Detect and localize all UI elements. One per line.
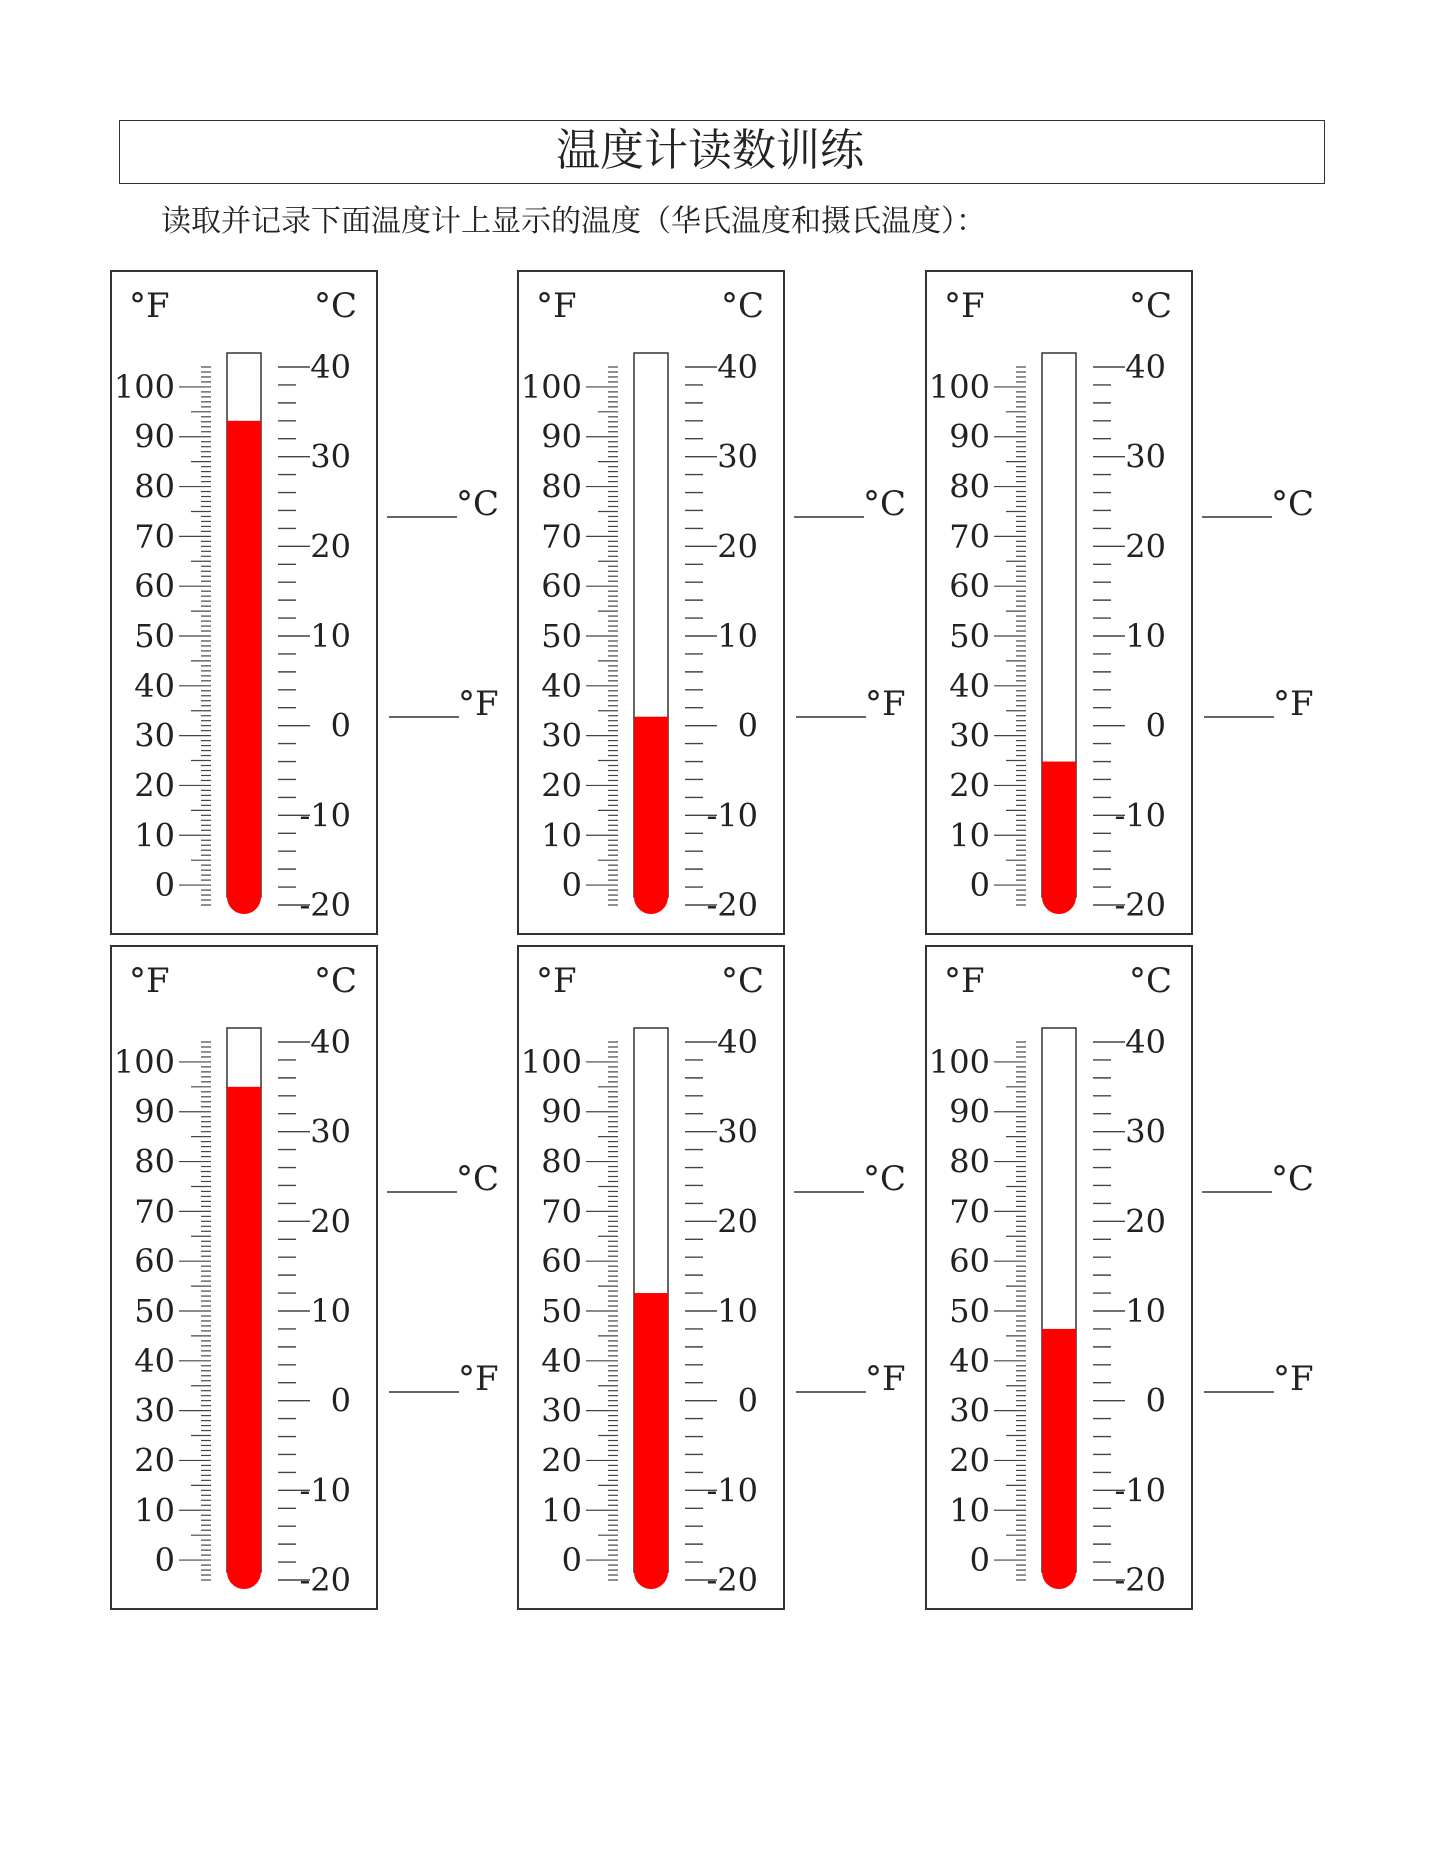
fahrenheit-answer-unit: °F [1273,684,1314,724]
celsius-unit-label: °C [721,286,765,326]
celsius-tick-label: 20 [717,1202,758,1241]
mercury-column [227,421,261,897]
fahrenheit-tick-label: 70 [134,517,175,556]
fahrenheit-tick-label: 30 [541,716,582,755]
fahrenheit-tick-label: 40 [949,1341,990,1380]
celsius-tick-label: -20 [1114,1561,1166,1599]
celsius-answer-unit: °C [863,1159,907,1199]
fahrenheit-tick-label: 70 [134,1192,175,1231]
celsius-tick-label: 30 [717,1112,758,1151]
celsius-answer-unit: °C [863,484,907,524]
celsius-tick-label: 10 [1125,617,1166,655]
celsius-answer-unit: °C [1271,484,1315,524]
fahrenheit-tick-label: 90 [134,1092,175,1131]
fahrenheit-tick-label: 30 [949,716,990,755]
celsius-tick-label: 40 [310,1023,351,1061]
celsius-tick-label: 40 [717,348,758,386]
celsius-tick-label: -10 [299,796,351,835]
celsius-tick-label: 10 [717,1292,758,1330]
fahrenheit-tick-label: 80 [134,467,175,506]
fahrenheit-unit-label: °F [129,286,170,326]
fahrenheit-tick-label: 100 [928,1042,990,1081]
celsius-tick-label: 20 [1125,1202,1166,1241]
celsius-tick-label: 20 [310,527,351,566]
thermometer [926,946,1314,1609]
celsius-tick-label: 30 [1125,437,1166,476]
fahrenheit-tick-label: 80 [541,467,582,506]
fahrenheit-unit-label: °F [536,286,577,326]
fahrenheit-tick-label: 90 [134,417,175,456]
fahrenheit-tick-label: 20 [541,766,582,805]
celsius-tick-label: 40 [717,1023,758,1061]
celsius-tick-label: 10 [310,1292,351,1330]
fahrenheit-tick-label: 50 [134,1292,175,1330]
fahrenheit-tick-label: 50 [134,617,175,655]
fahrenheit-tick-label: 90 [949,1092,990,1131]
fahrenheit-tick-label: 50 [949,617,990,655]
celsius-tick-label: 10 [717,617,758,655]
fahrenheit-tick-label: 60 [949,567,990,606]
fahrenheit-tick-label: 100 [928,367,990,406]
celsius-unit-label: °C [314,286,358,326]
fahrenheit-tick-label: 70 [949,1192,990,1231]
fahrenheit-tick-label: 90 [949,417,990,456]
celsius-tick-label: -10 [299,1471,351,1510]
fahrenheit-tick-label: 10 [949,1491,990,1530]
fahrenheit-tick-label: 30 [134,716,175,755]
thermometer [111,946,499,1609]
fahrenheit-unit-label: °F [536,961,577,1001]
celsius-tick-label: 20 [717,527,758,566]
fahrenheit-tick-label: 60 [541,567,582,606]
celsius-tick-label: 30 [310,1112,351,1151]
mercury-bulb [634,1555,668,1589]
fahrenheit-tick-label: 10 [134,816,175,855]
fahrenheit-tick-label: 0 [154,866,175,905]
fahrenheit-tick-label: 0 [561,866,582,905]
celsius-tick-label: 20 [310,1202,351,1241]
celsius-tick-label: 40 [1125,1023,1166,1061]
celsius-tick-label: -20 [299,886,351,924]
fahrenheit-tick-label: 30 [541,1391,582,1430]
mercury-column [634,1293,668,1572]
fahrenheit-unit-label: °F [944,286,985,326]
fahrenheit-tick-label: 20 [949,1441,990,1480]
celsius-tick-label: 0 [330,1381,351,1420]
celsius-tick-label: 40 [310,348,351,386]
celsius-tick-label: 10 [1125,1292,1166,1330]
celsius-tick-label: 0 [1145,1381,1166,1420]
fahrenheit-tick-label: 60 [134,567,175,606]
worksheet-title: 温度计读数训练 [556,125,864,176]
fahrenheit-tick-label: 50 [541,1292,582,1330]
fahrenheit-tick-label: 90 [541,1092,582,1131]
fahrenheit-tick-label: 30 [949,1391,990,1430]
fahrenheit-tick-label: 100 [113,367,175,406]
fahrenheit-tick-label: 50 [541,617,582,655]
celsius-answer-unit: °C [1271,1159,1315,1199]
mercury-bulb [227,1555,261,1589]
fahrenheit-answer-unit: °F [865,1359,906,1399]
celsius-tick-label: -10 [706,796,758,835]
fahrenheit-answer-unit: °F [458,1359,499,1399]
fahrenheit-tick-label: 100 [113,1042,175,1081]
fahrenheit-tick-label: 70 [541,1192,582,1231]
celsius-tick-label: 0 [1145,706,1166,745]
fahrenheit-unit-label: °F [129,961,170,1001]
worksheet-instructions: 读取并记录下面温度计上显示的温度（华氏温度和摄氏温度）： [161,204,986,239]
fahrenheit-tick-label: 30 [134,1391,175,1430]
fahrenheit-tick-label: 90 [541,417,582,456]
fahrenheit-tick-label: 100 [520,1042,582,1081]
celsius-unit-label: °C [1129,961,1173,1001]
fahrenheit-tick-label: 40 [134,1341,175,1380]
mercury-column [227,1087,261,1572]
thermometer [518,946,906,1609]
mercury-bulb [227,880,261,914]
celsius-tick-label: -10 [1114,1471,1166,1510]
fahrenheit-tick-label: 70 [949,517,990,556]
fahrenheit-tick-label: 50 [949,1292,990,1330]
fahrenheit-tick-label: 10 [541,816,582,855]
fahrenheit-tick-label: 40 [949,666,990,705]
celsius-tick-label: -20 [1114,886,1166,924]
celsius-tick-label: 0 [737,706,758,745]
celsius-tick-label: -20 [706,1561,758,1599]
mercury-column [1042,1329,1076,1572]
celsius-tick-label: 10 [310,617,351,655]
celsius-answer-unit: °C [456,1159,500,1199]
fahrenheit-tick-label: 10 [949,816,990,855]
mercury-bulb [1042,1555,1076,1589]
fahrenheit-tick-label: 60 [134,1242,175,1281]
fahrenheit-tick-label: 70 [541,517,582,556]
celsius-tick-label: -20 [299,1561,351,1599]
celsius-tick-label: 0 [737,1381,758,1420]
fahrenheit-answer-unit: °F [1273,1359,1314,1399]
fahrenheit-tick-label: 80 [949,467,990,506]
fahrenheit-tick-label: 20 [949,766,990,805]
celsius-tick-label: 30 [717,437,758,476]
celsius-unit-label: °C [314,961,358,1001]
fahrenheit-tick-label: 10 [541,1491,582,1530]
fahrenheit-tick-label: 80 [949,1142,990,1181]
celsius-tick-label: -10 [1114,796,1166,835]
fahrenheit-tick-label: 0 [969,1541,990,1580]
fahrenheit-tick-label: 40 [134,666,175,705]
fahrenheit-tick-label: 0 [561,1541,582,1580]
fahrenheit-tick-label: 80 [134,1142,175,1181]
fahrenheit-tick-label: 20 [134,766,175,805]
celsius-tick-label: -10 [706,1471,758,1510]
celsius-answer-unit: °C [456,484,500,524]
mercury-bulb [634,880,668,914]
celsius-tick-label: -20 [706,886,758,924]
fahrenheit-tick-label: 0 [154,1541,175,1580]
fahrenheit-tick-label: 20 [134,1441,175,1480]
celsius-unit-label: °C [1129,286,1173,326]
celsius-tick-label: 40 [1125,348,1166,386]
celsius-tick-label: 20 [1125,527,1166,566]
fahrenheit-tick-label: 60 [949,1242,990,1281]
thermometer [926,271,1314,934]
fahrenheit-answer-unit: °F [458,684,499,724]
fahrenheit-answer-unit: °F [865,684,906,724]
fahrenheit-tick-label: 0 [969,866,990,905]
celsius-tick-label: 30 [310,437,351,476]
fahrenheit-tick-label: 80 [541,1142,582,1181]
celsius-tick-label: 0 [330,706,351,745]
fahrenheit-tick-label: 60 [541,1242,582,1281]
thermometer [111,271,499,934]
mercury-column [634,717,668,897]
fahrenheit-tick-label: 20 [541,1441,582,1480]
mercury-bulb [1042,880,1076,914]
fahrenheit-unit-label: °F [944,961,985,1001]
thermometer [518,271,906,934]
mercury-column [1042,762,1076,897]
fahrenheit-tick-label: 40 [541,666,582,705]
fahrenheit-tick-label: 10 [134,1491,175,1530]
fahrenheit-tick-label: 40 [541,1341,582,1380]
celsius-unit-label: °C [721,961,765,1001]
celsius-tick-label: 30 [1125,1112,1166,1151]
fahrenheit-tick-label: 100 [520,367,582,406]
